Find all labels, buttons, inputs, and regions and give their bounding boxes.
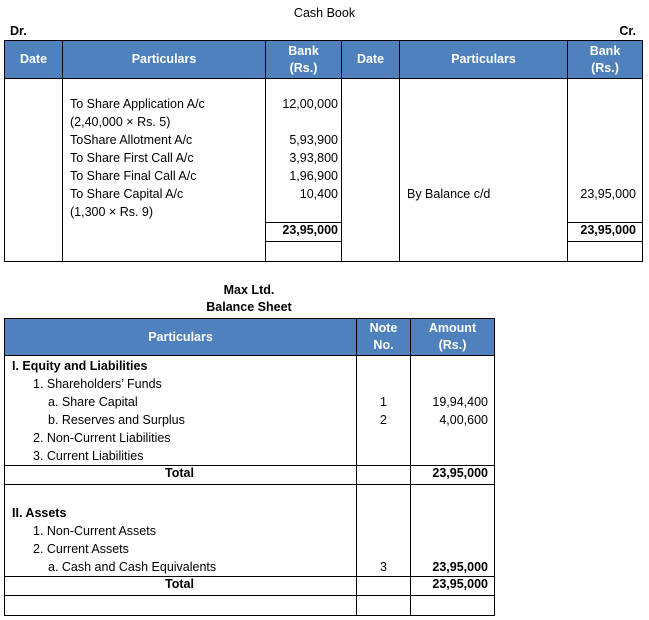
cb-total-credit: 23,95,000 [568,223,643,242]
cb-header-bank-cr: Bank (Rs.) [568,41,643,79]
list-item: (1,300 × Rs. 9) [70,205,154,219]
cb-date-cr [342,79,400,223]
cb-header-particulars-cr: Particulars [400,41,568,79]
note-number: 1 [380,395,387,409]
amount: 23,95,000 [432,560,488,574]
amount: 5,93,900 [289,133,338,147]
balance-sheet-table [4,318,495,616]
bs-total1-label: Total [5,466,357,485]
list-item: a. Share Capital [48,395,138,409]
bs-total2: 23,95,000 [411,577,495,596]
cb-header-particulars-dr: Particulars [63,41,266,79]
cashbook-table [4,40,643,262]
dr-label: Dr. [10,24,27,38]
list-item: 1. Shareholders’ Funds [33,377,162,391]
bs-section2-particulars [5,485,357,577]
bs-header-note: Note No. [357,319,411,356]
note-number: 2 [380,413,387,427]
bs-section1-particulars [5,356,357,466]
list-item: 1. Non-Current Assets [33,524,156,538]
amount: 10,400 [299,187,338,201]
bs-section2-notes [357,485,411,577]
bs-header-particulars: Particulars [5,319,357,356]
list-item: (2,40,000 × Rs. 5) [70,115,171,129]
amount: 3,93,800 [289,151,338,165]
cb-header-date-dr: Date [5,41,63,79]
list-item: By Balance c/d [407,187,491,201]
list-item: To Share Capital A/c [70,187,184,201]
cb-credit-particulars [400,79,568,223]
bs-section1-amounts [411,356,495,466]
amount: 12,00,000 [282,97,338,111]
section-heading: II. Assets [12,506,67,520]
cb-header-date-cr: Date [342,41,400,79]
bs-header-amount: Amount (Rs.) [411,319,495,356]
note-number: 3 [380,560,387,574]
balance-sheet-title: Balance Sheet [206,300,292,314]
cb-date-dr [5,79,63,223]
cb-debit-amounts [266,79,342,223]
list-item: To Share Final Call A/c [70,169,197,183]
list-item: To Share First Call A/c [70,151,194,165]
cr-label: Cr. [619,24,636,38]
cb-debit-particulars [63,79,266,223]
list-item: 2. Non-Current Liabilities [33,431,171,445]
amount [266,113,338,131]
section-heading: I. Equity and Liabilities [12,359,148,373]
cb-credit-amounts [568,79,643,223]
cashbook-title: Cash Book [293,6,356,20]
bs-total1: 23,95,000 [411,466,495,485]
cb-total-debit: 23,95,000 [266,223,342,242]
bs-section1-notes [357,356,411,466]
list-item: To Share Application A/c [70,97,205,111]
bs-total2-label: Total [5,577,357,596]
cb-header-bank-dr: Bank (Rs.) [266,41,342,79]
amount: 4,00,600 [439,413,488,427]
company-name: Max Ltd. [223,283,275,297]
list-item: 2. Current Assets [33,542,129,556]
list-item: ToShare Allotment A/c [70,133,193,147]
amount: 23,95,000 [580,187,636,201]
bs-section2-amounts [411,485,495,577]
list-item: 3. Current Liabilities [33,449,144,463]
amount: 19,94,400 [432,395,488,409]
list-item: a. Cash and Cash Equivalents [48,560,217,574]
amount: 1,96,900 [289,169,338,183]
list-item: b. Reserves and Surplus [48,413,185,427]
